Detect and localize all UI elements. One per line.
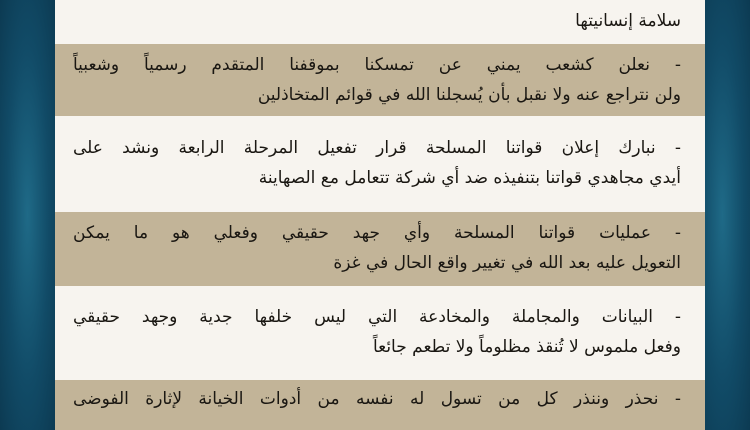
statement-item-4 xyxy=(55,286,705,380)
statement-item-2 xyxy=(55,116,705,212)
statement-line: ولن نتراجع عنه ولا نقبل بأن يُسجلنا الله في قوائم المتخاذلين xyxy=(257,85,681,105)
statement-sheet xyxy=(55,0,705,430)
statement-line: - نحذر وننذر كل من تسول له نفسه من أدوات الخيانة لإثارة الفوضى xyxy=(73,389,681,409)
intro-block xyxy=(55,0,705,44)
statement-line: وفعل ملموس لا تُنقذ مظلوماً ولا تطعم جائعاً xyxy=(372,337,681,357)
statement-item-1 xyxy=(55,44,705,116)
statement-line: - نعلن كشعب يمني عن تمسكنا بموقفنا المتقدم رسمياً وشعبياً xyxy=(73,55,681,75)
intro-tail-line: سلامة إنسانيتها xyxy=(575,11,681,31)
statement-line: - نبارك إعلان قواتنا المسلحة قرار تفعيل المرحلة الرابعة ونشد على xyxy=(73,138,681,158)
statement-item-5 xyxy=(55,380,705,430)
statement-line: - البيانات والمجاملة والمخادعة التي ليس خلفها جدية وجهد حقيقي xyxy=(73,307,681,327)
frame-left-edge xyxy=(0,0,55,430)
statement-item-3 xyxy=(55,212,705,286)
statement-line: - عمليات قواتنا المسلحة وأي جهد حقيقي وفعلي هو ما يمكن xyxy=(73,223,681,243)
statement-line: أيدي مجاهدي قواتنا بتنفيذه ضد أي شركة تتعامل مع الصهاينة xyxy=(258,168,681,188)
statement-line: التعويل عليه بعد الله في تغيير واقع الحال في غزة xyxy=(333,253,681,273)
